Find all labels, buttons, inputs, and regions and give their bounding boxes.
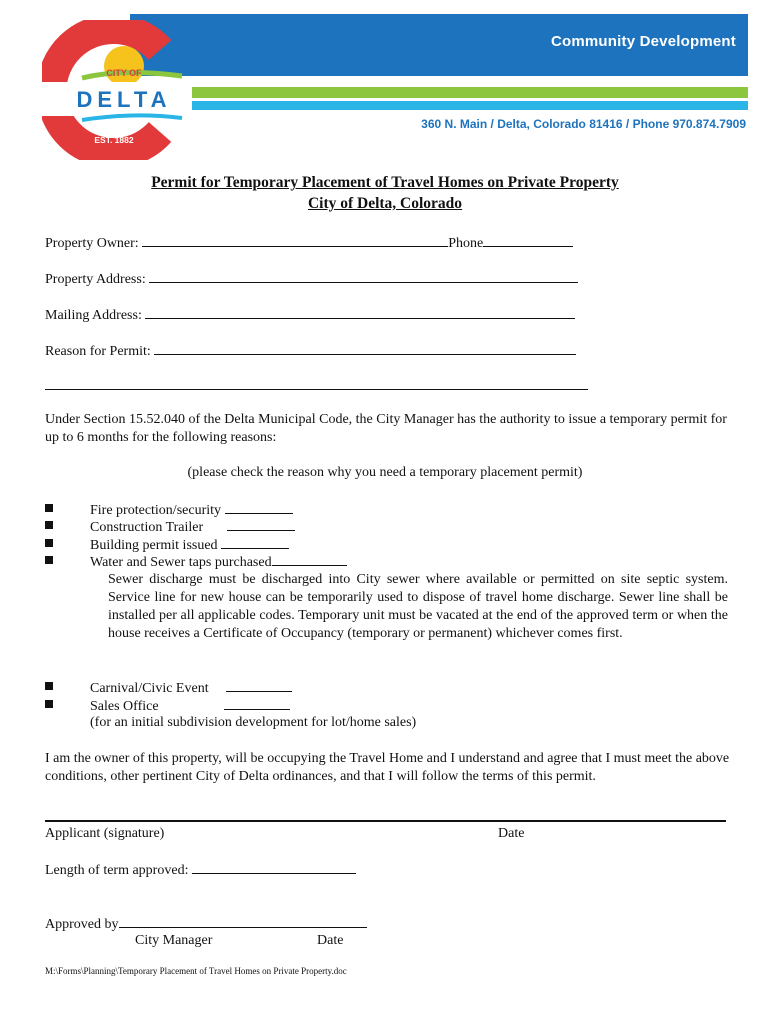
reason-item xyxy=(90,678,292,697)
bullet-icon xyxy=(45,539,53,547)
logo-city-of: CITY OF xyxy=(106,68,142,78)
bullet-icon xyxy=(45,682,53,690)
mailing-address-field[interactable] xyxy=(145,305,575,319)
property-address-label: Property Address: xyxy=(45,272,146,287)
approved-by-label: Approved by xyxy=(45,917,119,932)
bullet-icon xyxy=(45,556,53,564)
approved-by-row xyxy=(45,914,367,933)
reason-checkbox-building[interactable] xyxy=(221,535,289,549)
intro-paragraph: Under Section 15.52.040 of the Delta Municipal Code, the City Manager has the authority to issue a temporary permit for up to 6 months for the following reasons: xyxy=(45,412,727,445)
reason-item-label: Building permit issued xyxy=(90,538,218,553)
reason-checkbox-construction[interactable] xyxy=(227,517,295,531)
document-file-path: M:\Forms\Planning\Temporary Placement of Travel Homes on Private Property.doc xyxy=(45,966,347,976)
property-owner-label: Property Owner: xyxy=(45,236,139,251)
agreement-paragraph: I am the owner of this property, will be occupying the Travel Home and I understand and agree that I must meet the above conditions, other pertinent City of Delta ordinances, and that I will follow the terms of this permit. xyxy=(45,751,730,784)
city-manager-label: City Manager xyxy=(135,933,213,948)
header-green-stripe xyxy=(130,87,748,98)
approval-date-label: Date xyxy=(317,933,344,948)
reason-item xyxy=(90,696,290,715)
approved-by-field[interactable] xyxy=(119,914,367,928)
mailing-address-row xyxy=(45,305,575,324)
signature-date-label: Date xyxy=(498,826,525,841)
logo-delta-text: DELTA xyxy=(76,87,172,112)
bullet-icon xyxy=(45,700,53,708)
check-note: (please check the reason why you need a temporary placement permit) xyxy=(187,465,583,480)
bullet-icon xyxy=(45,504,53,512)
reason-continued-row xyxy=(45,376,588,395)
city-address: 360 N. Main / Delta, Colorado 81416 / Phone 970.874.7909 xyxy=(421,117,746,131)
signature-line[interactable] xyxy=(45,820,726,822)
phone-label: Phone xyxy=(448,236,484,251)
term-label: Length of term approved: xyxy=(45,863,189,878)
mailing-address-label: Mailing Address: xyxy=(45,308,142,323)
property-address-field[interactable] xyxy=(149,269,578,283)
header-cyan-stripe xyxy=(130,101,748,110)
reason-item xyxy=(90,517,295,536)
reason-checkbox-carnival[interactable] xyxy=(226,678,292,692)
sales-note: (for an initial subdivision development for lot/home sales) xyxy=(90,715,417,730)
reason-item-label: Carnival/Civic Event xyxy=(90,681,209,696)
logo-est: EST. 1882 xyxy=(94,135,134,145)
reason-checkbox-fire[interactable] xyxy=(225,500,293,514)
reason-item-label: Construction Trailer xyxy=(90,520,204,535)
form-subtitle: City of Delta, Colorado xyxy=(307,195,463,212)
city-of-delta-logo xyxy=(42,20,192,160)
form-title: Permit for Temporary Placement of Travel Homes on Private Property xyxy=(151,174,619,191)
phone-field[interactable] xyxy=(483,233,573,247)
applicant-signature-label: Applicant (signature) xyxy=(45,826,165,841)
reason-field-line2[interactable] xyxy=(45,376,588,390)
logo-sun xyxy=(104,46,144,86)
property-owner-row xyxy=(45,233,573,252)
reason-item-label: Water and Sewer taps purchased xyxy=(90,555,272,570)
term-field[interactable] xyxy=(192,860,356,874)
reason-item-label: Fire protection/security xyxy=(90,503,222,518)
bullet-icon xyxy=(45,521,53,529)
letterhead xyxy=(0,0,770,160)
reason-row xyxy=(45,341,576,360)
sewer-note: Sewer discharge must be discharged into City sewer where available or permitted on site septic system. Service line for new house can be temporarily used to dispose of travel home discharge. Sewer line shall be installed per all applicable codes. Temporary unit must be vacated at the end of the approved term or when the house receives a Certificate of Occupancy (temporary or permanent) whichever comes first. xyxy=(108,572,728,641)
logo-cyan-swoosh xyxy=(82,115,182,120)
reason-item-label: Sales Office xyxy=(90,699,159,714)
reason-field[interactable] xyxy=(154,341,576,355)
property-owner-field[interactable] xyxy=(142,233,448,247)
reason-item xyxy=(90,552,347,571)
reason-checkbox-sales[interactable] xyxy=(224,696,290,710)
term-row xyxy=(45,860,356,879)
property-address-row xyxy=(45,269,578,288)
reason-checkbox-taps[interactable] xyxy=(272,552,347,566)
department-name: Community Development xyxy=(550,33,736,50)
reason-label: Reason for Permit: xyxy=(45,344,151,359)
